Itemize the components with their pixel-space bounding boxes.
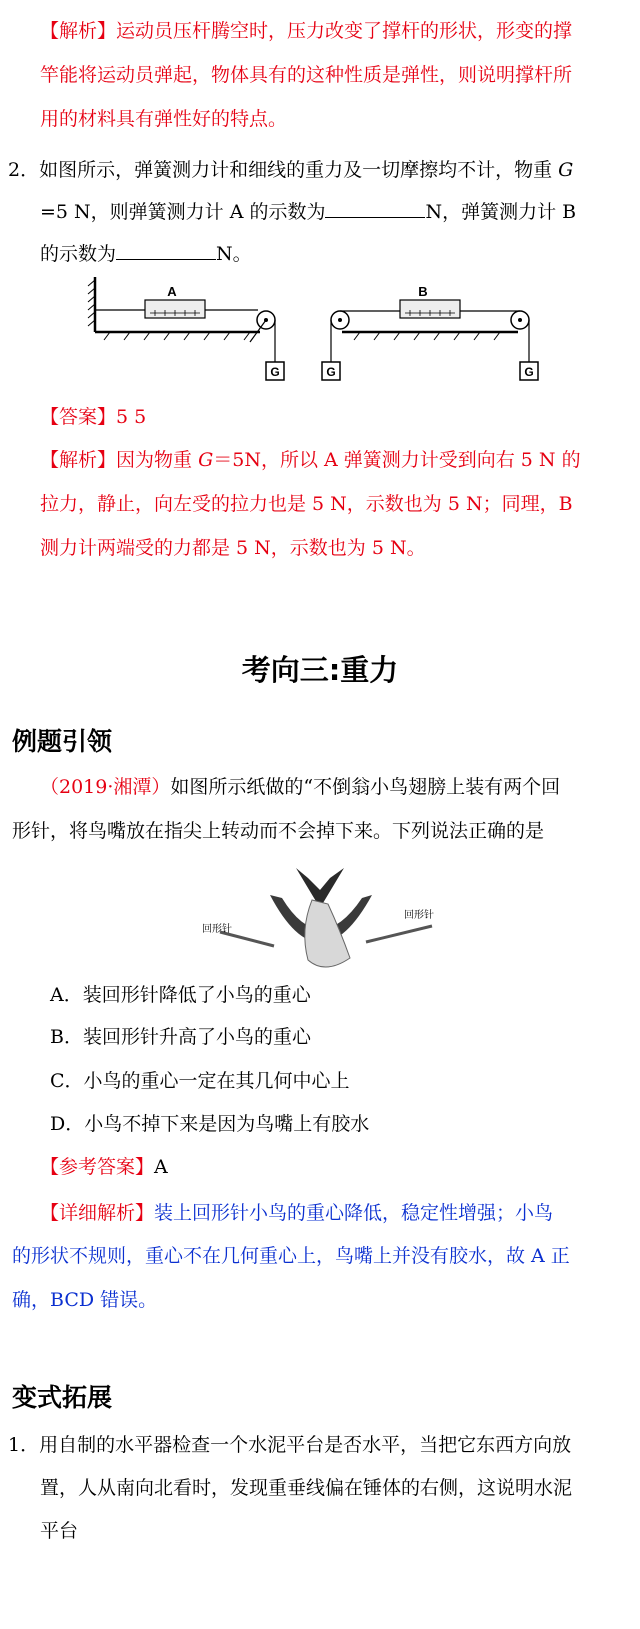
q2-answer bbox=[40, 404, 146, 430]
clip-label-left: 回形针 bbox=[202, 924, 232, 935]
q2-text: N，弹簧测力计 B bbox=[425, 201, 577, 223]
prev-analysis-line1 bbox=[40, 18, 572, 44]
answer-blank-b[interactable] bbox=[116, 241, 216, 260]
reference-answer bbox=[40, 1154, 168, 1180]
q2-line3 bbox=[40, 241, 252, 267]
weight-label: G bbox=[524, 365, 534, 379]
variant-line2: 置，人从南向北看时，发现重垂线偏在锤体的右侧，这说明水泥 bbox=[40, 1477, 573, 1499]
example-line2: 形针，将鸟嘴放在指尖上转动而不会掉下来。下列说法正确的是 bbox=[12, 820, 545, 842]
g-symbol: G bbox=[198, 449, 214, 471]
answer-tag: 【答案】 bbox=[40, 406, 117, 428]
spring-balance-figure bbox=[80, 272, 560, 384]
ref-answer-value: A bbox=[154, 1156, 168, 1178]
option-b[interactable]: B．装回形针升高了小鸟的重心 bbox=[50, 1026, 311, 1048]
option-c[interactable]: C．小鸟的重心一定在其几何中心上 bbox=[50, 1070, 350, 1092]
detail-line1 bbox=[40, 1200, 553, 1226]
q2-text: 的示数为 bbox=[40, 243, 117, 265]
g-symbol: G bbox=[558, 159, 574, 181]
variant-line1 bbox=[8, 1432, 571, 1458]
label-b: B bbox=[418, 284, 428, 299]
q2-text: 如图所示，弹簧测力计和细线的重力及一切摩擦均不计，物重 bbox=[39, 159, 559, 181]
example-heading: 例题引领 bbox=[12, 727, 113, 756]
question-number: 1． bbox=[8, 1434, 40, 1456]
section-title: 考向三:重力 bbox=[241, 653, 399, 687]
q2-text: N。 bbox=[216, 243, 252, 265]
source-tag: （2019·湘潭） bbox=[40, 776, 171, 798]
detail-line2: 的形状不规则，重心不在几何重心上，鸟嘴上并没有胶水，故 A 正 bbox=[12, 1245, 570, 1267]
variant-text: 用自制的水平器检查一个水泥平台是否水平，当把它东西方向放 bbox=[39, 1434, 572, 1456]
q2-analysis-line1 bbox=[40, 447, 581, 473]
question-number: 2． bbox=[8, 159, 40, 181]
example-line1 bbox=[40, 774, 560, 800]
q2-analysis-line3: 测力计两端受的力都是 5 N，示数也为 5 N。 bbox=[40, 537, 426, 559]
tumbler-bird-figure bbox=[200, 860, 460, 978]
analysis-tag: 【解析】 bbox=[40, 20, 117, 42]
q2-text: =5 N，则弹簧测力计 A 的示数为 bbox=[40, 201, 326, 223]
weight-label: G bbox=[270, 365, 280, 379]
label-a: A bbox=[167, 284, 177, 299]
variant-heading: 变式拓展 bbox=[12, 1383, 113, 1412]
answer-blank-a[interactable] bbox=[325, 199, 425, 218]
prev-analysis-text: 运动员压杆腾空时，压力改变了撑杆的形状，形变的撑 bbox=[116, 20, 573, 42]
prev-analysis-line2: 竿能将运动员弹起，物体具有的这种性质是弹性，则说明撑杆所 bbox=[40, 64, 573, 86]
analysis-text: ＝5N，所以 A 弹簧测力计受到向右 5 N 的 bbox=[213, 449, 581, 471]
q2-line1 bbox=[8, 157, 573, 183]
setup-a bbox=[88, 277, 284, 380]
answer-value: 5 5 bbox=[116, 406, 147, 428]
detail-line3: 确，BCD 错误。 bbox=[12, 1289, 158, 1311]
analysis-tag: 【解析】 bbox=[40, 449, 117, 471]
ref-answer-tag: 【参考答案】 bbox=[40, 1156, 155, 1178]
option-a[interactable]: A．装回形针降低了小鸟的重心 bbox=[50, 984, 311, 1006]
q2-analysis-line2: 拉力，静止，向左受的拉力也是 5 N，示数也为 5 N；同理，B bbox=[40, 493, 573, 515]
option-d[interactable]: D．小鸟不掉下来是因为鸟嘴上有胶水 bbox=[50, 1113, 370, 1135]
setup-b bbox=[322, 284, 538, 380]
analysis-text: 因为物重 bbox=[116, 449, 199, 471]
example-text: 如图所示纸做的“不倒翁小鸟翅膀上装有两个回 bbox=[170, 776, 561, 798]
weight-label: G bbox=[326, 365, 336, 379]
detail-tag: 【详细解析】 bbox=[40, 1202, 155, 1224]
variant-line3: 平台 bbox=[40, 1520, 79, 1542]
clip-label-right: 回形针 bbox=[404, 910, 434, 921]
prev-analysis-line3: 用的材料具有弹性好的特点。 bbox=[40, 108, 288, 130]
detail-text: 装上回形针小鸟的重心降低，稳定性增强；小鸟 bbox=[154, 1202, 554, 1224]
q2-line2 bbox=[40, 199, 576, 225]
